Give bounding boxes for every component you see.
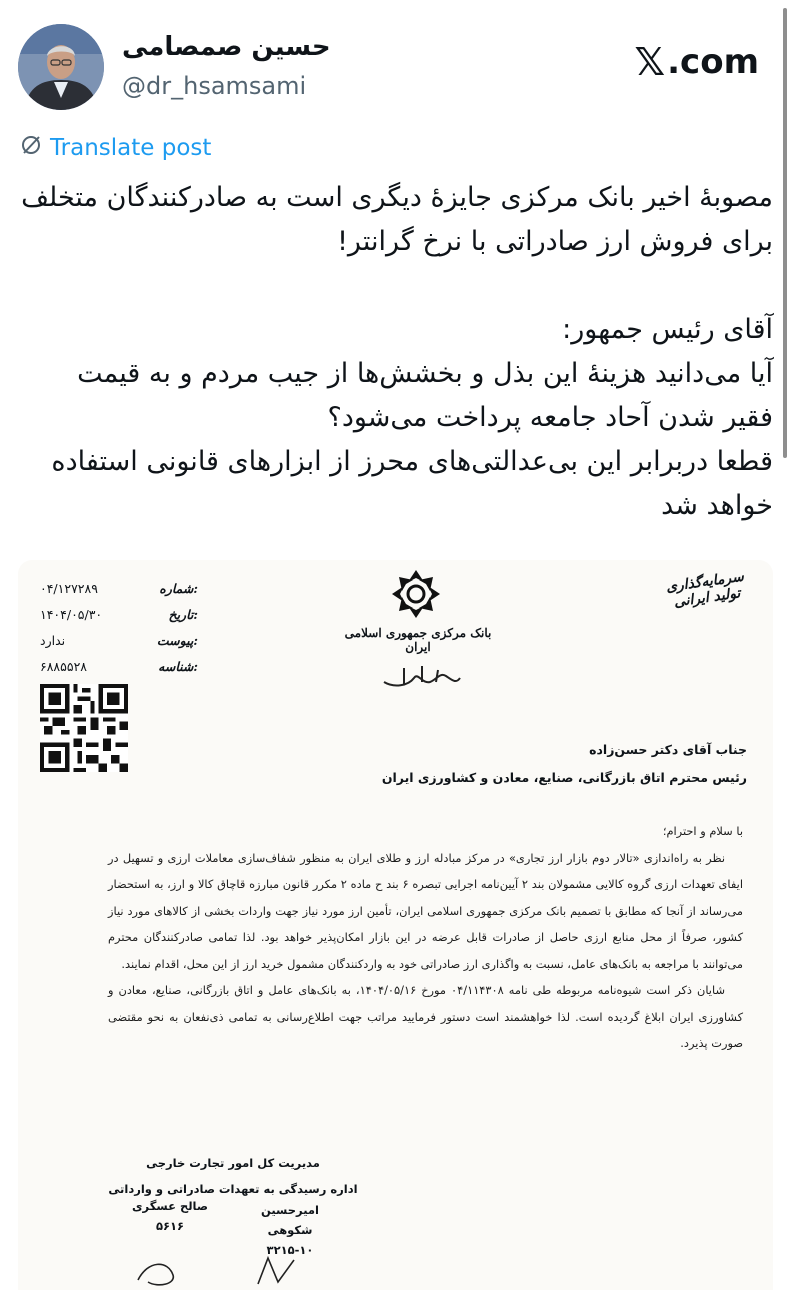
- department-name: مدیریت کل امور تجارت خارجی: [146, 1156, 320, 1170]
- letter-shenase-label: شناسه:: [158, 659, 198, 674]
- signer-code: ۵۶۱۶: [155, 1219, 185, 1233]
- post-paragraph: مصوبهٔ اخیر بانک مرکزی جایزهٔ دیگری است به صادرکنندگان متخلف برای فروش ارز صادراتی با نرخ گرانتر!: [21, 182, 773, 257]
- handwritten-signatures: [118, 1240, 338, 1290]
- letter-number: ۰۴/۱۲۷۲۸۹: [40, 581, 98, 596]
- letter-paragraph: شایان ذکر است شیوه‌نامه مربوطه طی نامه ۰۴/۱۱۴۳۰۸ مورخ ۱۴۰۴/۰۵/۱۶، به بانک‌های عامل و اتاق بازرگانی، صنایع، معادن و کشاورزی ایران ابلاغ گردیده است. لذا خواهشمند است دستور فرمایید مراتب جهت اطلاع‌رسانی به تمامی ذی‌نفعان به نحو مقتضی صورت پذیرد.: [108, 983, 743, 1050]
- post-paragraph: آیا می‌دانید هزینهٔ این بذل و بخشش‌ها از جیب مردم و به قیمت فقیر شدن آحاد جامعه پرداخت می‌شود؟: [77, 358, 773, 433]
- signer-code: ۳۲۱۵-۱۰: [266, 1243, 314, 1257]
- post-paragraph: قطعا دربرابر این بی‌عدالتی‌های محرز از ابزارهای قانونی استفاده خواهد شد: [51, 446, 773, 521]
- avatar[interactable]: [18, 24, 104, 110]
- attached-document-image[interactable]: [18, 560, 773, 1290]
- avatar-photo: [18, 24, 104, 110]
- brand-text: .com: [667, 42, 759, 82]
- letter-greeting: با سلام و احترام؛: [662, 824, 743, 838]
- x-logo-icon: 𝕏: [634, 40, 666, 84]
- letter-date: ۱۴۰۴/۰۵/۳۰: [40, 607, 103, 622]
- recipient-block: [382, 736, 747, 792]
- letter-body: [108, 818, 743, 1057]
- recipient-name: جناب آقای دکتر حسن‌زاده: [589, 742, 747, 757]
- letter-attachment-label: پیوست:: [156, 633, 198, 648]
- signer-name: امیرحسین شکوهی: [261, 1203, 319, 1237]
- office-name: اداره رسیدگی به تعهدات صادراتی و وارداتی: [108, 1182, 358, 1196]
- signer-name: صالح عسگری: [132, 1199, 208, 1213]
- post-header: [18, 24, 769, 110]
- department-signoff: [108, 1150, 358, 1202]
- bismillah-calligraphy: [374, 658, 464, 694]
- letter-shenase: ۶۸۸۵۵۲۸: [40, 659, 87, 674]
- translate-post-link[interactable]: [20, 134, 211, 162]
- letter-meta: [40, 576, 198, 680]
- qr-code: [40, 684, 128, 772]
- scrollbar[interactable]: [783, 8, 787, 458]
- signer-block: [120, 1196, 220, 1236]
- translate-label: Translate post: [50, 135, 212, 161]
- letter-paragraph: نظر به راه‌اندازی «تالار دوم بازار ارز تجاری» در مرکز مبادله ارز و طلای ایران به منظور شفاف‌سازی معاملات ارزی و تسهیل در ایفای تعهدات ارزی گروه کالایی مشمولان بند ۲ آیین‌نامه اجرایی تبصره ۶ بند ح ماده ۲ مکرر قانون مبارزه قاچاق کالا و ارز، به استحضار می‌رساند از آنجا که مطابق با تصمیم بانک مرکزی جمهوری اسلامی ایران، تأمین ارز مورد نیاز جهت واردات بخشی از کالاهای مورد نیاز کشور، صرفاً از محل منابع ارزی حاصل از صادرات قابل عرضه در این بازار امکان‌پذیر خواهد بود. لذا تمامی صادرکنندگان محترم می‌توانند با مراجعه به بانک‌های عامل، نسبت به واگذاری ارز صادراتی خود به واردکنندگان مشمول خرید ارز از این محل، اقدام نمایند.: [108, 850, 743, 971]
- post-text: [20, 176, 773, 528]
- investment-logo: سرمایه‌گذاری تولید ایرانی: [665, 568, 745, 611]
- author-handle[interactable]: @dr_hsamsami: [122, 72, 307, 100]
- bank-name: بانک مرکزی جمهوری اسلامی ایران: [344, 626, 492, 654]
- globe-slash-icon: [20, 134, 42, 162]
- letter-date-label: تاریخ:: [168, 607, 198, 622]
- letter-number-label: شماره:: [159, 581, 198, 596]
- recipient-title: رئیس محترم اتاق بازرگانی، صنایع، معادن و کشاورزی ایران: [381, 770, 747, 785]
- x-brand: [635, 40, 759, 84]
- central-bank-emblem-icon: [390, 568, 442, 620]
- letter-attachment: ندارد: [40, 633, 66, 648]
- author-name[interactable]: حسین صمصامی: [122, 32, 331, 62]
- post-paragraph: آقای رئیس جمهور:: [562, 314, 773, 345]
